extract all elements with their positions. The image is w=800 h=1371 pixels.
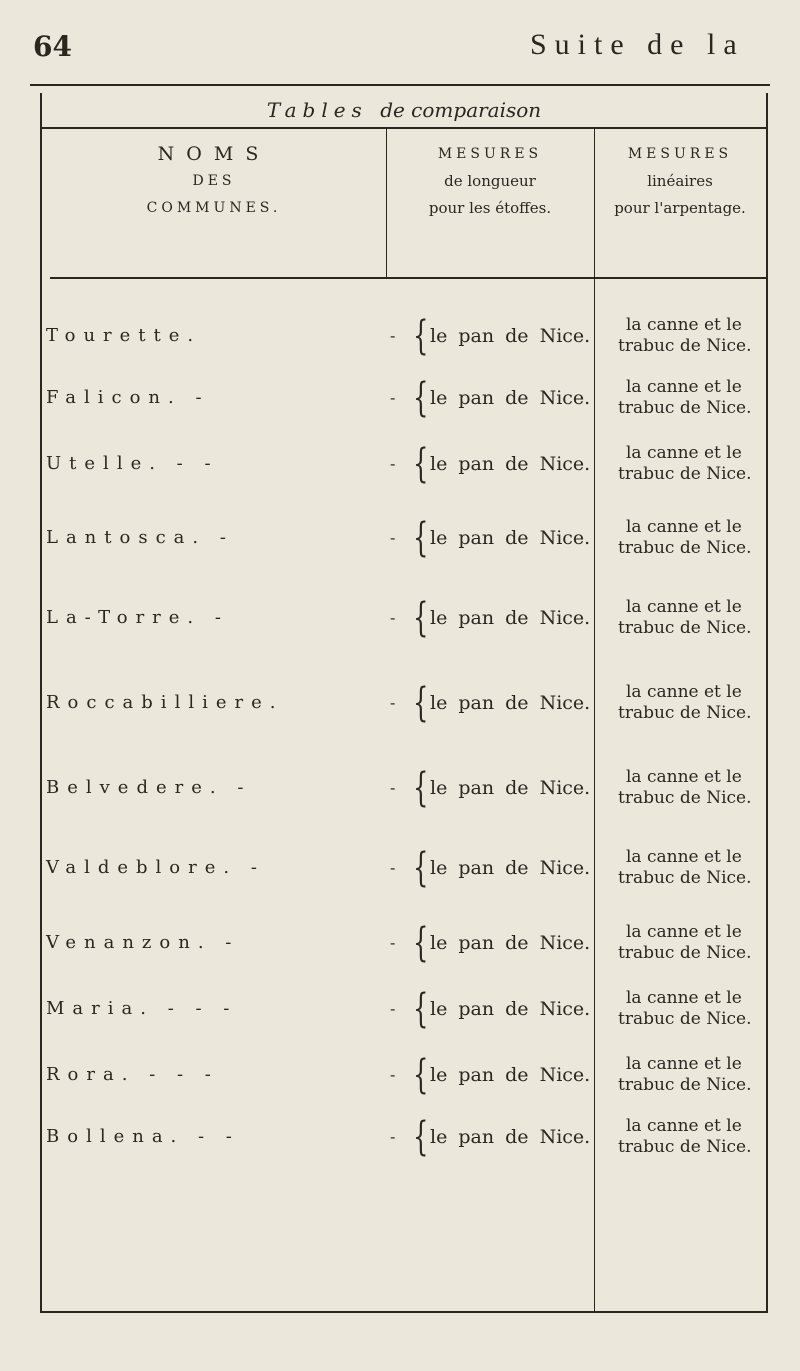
mesure-longueur: le pan de Nice. [430,325,591,347]
arpentage-line: la canne et le [626,377,742,397]
arpentage-line: la canne et le [626,682,742,702]
commune-name: Tourette. [46,325,202,346]
mesure-longueur: le pan de Nice. [430,998,591,1020]
arpentage-line: la canne et le [626,597,742,617]
brace-mark: { [413,920,429,966]
commune-name: Falicon. - [46,387,210,408]
leader-dash: - [390,608,396,627]
commune-name: Roccabilliere. [46,692,284,713]
table-row [42,503,766,573]
leader-dash: - [390,1127,396,1146]
mesure-longueur: le pan de Nice. [430,1064,591,1086]
table-row [42,908,766,978]
mesure-arpentage [618,377,778,419]
leader-dash: - [390,778,396,797]
brace-mark: { [413,986,429,1032]
commune-name: Belvedere. - [46,777,252,798]
mesure-arpentage [618,767,778,809]
commune-name: Lantosca. - [46,527,234,548]
commune-name: Utelle. - - [46,453,219,474]
header-rule [50,277,600,279]
running-head: Suite de la [530,28,745,61]
brace-mark: { [413,515,429,561]
brace-mark: { [413,765,429,811]
arpentage-line: trabuc de Nice. [618,943,752,963]
header-rule-right [598,277,766,279]
arpentage-line: trabuc de Nice. [618,703,752,723]
arpentage-line: la canne et le [626,1054,742,1074]
arpentage-line: trabuc de Nice. [618,398,752,418]
leader-dash: - [390,454,396,473]
leader-dash: - [390,528,396,547]
mesure-longueur: le pan de Nice. [430,857,591,879]
mesure-arpentage [618,1116,778,1158]
mesure-arpentage [618,847,778,889]
header-communes: NOMS DES COMMUNES. [146,143,282,216]
table-row [42,301,766,371]
mesure-longueur: le pan de Nice. [430,692,591,714]
top-rule [30,84,770,86]
arpentage-line: trabuc de Nice. [618,1075,752,1095]
arpentage-line: la canne et le [626,988,742,1008]
arpentage-line: la canne et le [626,1116,742,1136]
header-divider-1 [386,127,387,277]
header-mesures-lineaires: MESURES linéaires pour l'arpentage. [614,146,746,217]
mesure-arpentage [618,682,778,724]
arpentage-line: trabuc de Nice. [618,1137,752,1157]
leader-dash: - [390,999,396,1018]
arpentage-line: trabuc de Nice. [618,868,752,888]
brace-mark: { [413,313,429,359]
mesure-arpentage [618,443,778,485]
commune-name: Rora. - - - [46,1064,219,1085]
page-number: 64 [33,30,72,63]
mesure-longueur: le pan de Nice. [430,1126,591,1148]
arpentage-line: trabuc de Nice. [618,464,752,484]
table-row [42,753,766,823]
mesure-arpentage [618,1054,778,1096]
mesure-longueur: le pan de Nice. [430,777,591,799]
leader-dash: - [390,388,396,407]
table-row [42,363,766,433]
table-row [42,1040,766,1110]
bottom-rule [42,1311,766,1313]
commune-name: Maria. - - - [46,998,238,1019]
commune-name: Valdeblore. - [46,857,265,878]
mesure-arpentage [618,517,778,559]
mesure-longueur: le pan de Nice. [430,387,591,409]
leader-dash: - [390,1065,396,1084]
title-rule [42,127,766,129]
table-title-caps: Tables [266,98,368,122]
table-row [42,974,766,1044]
arpentage-line: trabuc de Nice. [618,336,752,356]
mesure-arpentage [618,988,778,1030]
table-row [42,833,766,903]
mesure-longueur: le pan de Nice. [430,932,591,954]
arpentage-line: la canne et le [626,847,742,867]
comparison-table [40,93,768,1313]
brace-mark: { [413,375,429,421]
commune-name: Venanzon. - [46,932,240,953]
commune-name: La-Torre. - [46,607,229,628]
brace-mark: { [413,1114,429,1160]
table-row [42,583,766,653]
leader-dash: - [390,326,396,345]
table-row [42,1102,766,1172]
arpentage-line: la canne et le [626,315,742,335]
arpentage-line: trabuc de Nice. [618,618,752,638]
table-title-rest: de comparaison [380,98,542,122]
leader-dash: - [390,693,396,712]
arpentage-line: la canne et le [626,517,742,537]
leader-dash: - [390,933,396,952]
mesure-arpentage [618,315,778,357]
mesure-arpentage [618,922,778,964]
arpentage-line: la canne et le [626,443,742,463]
mesure-arpentage [618,597,778,639]
leader-dash: - [390,858,396,877]
table-title [42,93,766,127]
table-row [42,429,766,499]
table-row [42,668,766,738]
mesure-longueur: le pan de Nice. [430,527,591,549]
commune-name: Bollena. - - [46,1126,240,1147]
brace-mark: { [413,845,429,891]
header-mesures-longueur: MESURES de longueur pour les étoffes. [428,146,552,217]
arpentage-line: trabuc de Nice. [618,538,752,558]
arpentage-line: la canne et le [626,922,742,942]
arpentage-line: trabuc de Nice. [618,788,752,808]
brace-mark: { [413,680,429,726]
brace-mark: { [413,1052,429,1098]
mesure-longueur: le pan de Nice. [430,607,591,629]
mesure-longueur: le pan de Nice. [430,453,591,475]
arpentage-line: la canne et le [626,767,742,787]
brace-mark: { [413,441,429,487]
brace-mark: { [413,595,429,641]
arpentage-line: trabuc de Nice. [618,1009,752,1029]
